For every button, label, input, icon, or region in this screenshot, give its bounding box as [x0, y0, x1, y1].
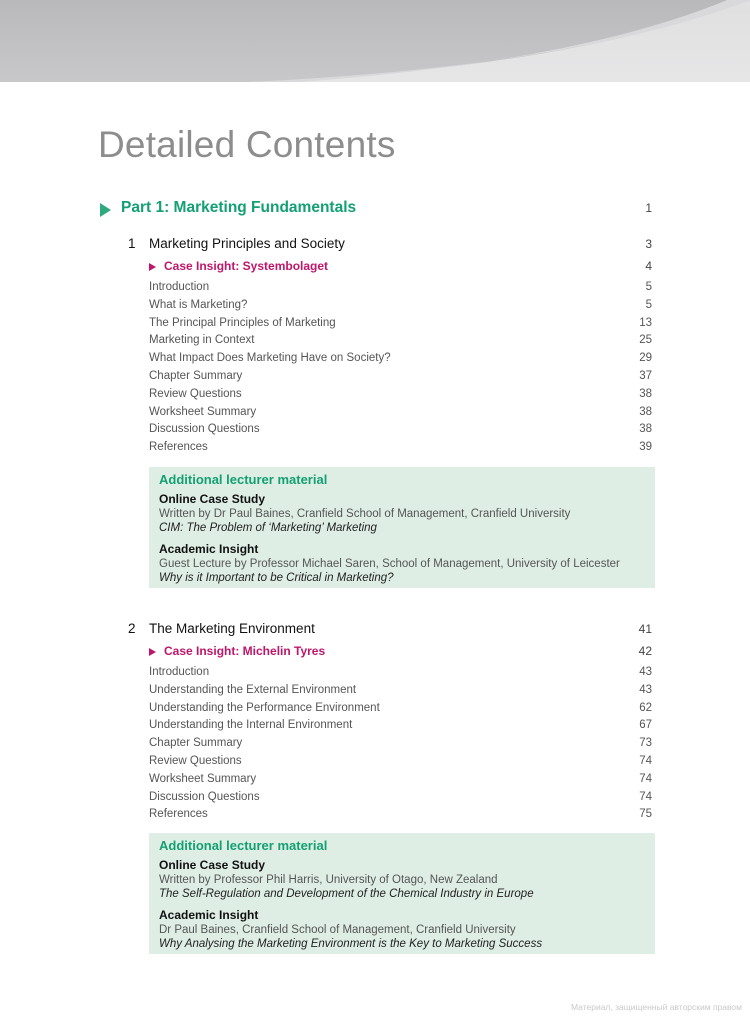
section-title: Introduction [149, 281, 210, 293]
chapter-2 [128, 621, 652, 826]
section-title: Chapter Summary [149, 369, 243, 382]
case-insight-title: Case Insight: Michelin Tyres [164, 644, 326, 658]
chapter-page-number: 41 [638, 622, 652, 636]
section-entry[interactable] [128, 755, 652, 773]
section-entry[interactable] [128, 352, 652, 370]
section-list [128, 666, 652, 826]
section-entry[interactable] [128, 791, 652, 809]
section-entry[interactable] [128, 317, 652, 335]
section-entry[interactable] [128, 370, 652, 388]
material-item-subtitle: The Self-Regulation and Development of the Chemical Industry in Europe [159, 888, 534, 900]
chapter-page-number: 3 [645, 237, 652, 251]
section-page-number: 38 [639, 405, 652, 418]
material-item-author: Dr Paul Baines, Cranfield School of Management, Cranfield University [159, 924, 516, 936]
material-item-subtitle: CIM: The Problem of ‘Marketing’ Marketing [159, 522, 377, 534]
section-page-number: 43 [639, 683, 652, 696]
section-page-number: 39 [639, 441, 652, 454]
section-entry[interactable] [128, 334, 652, 352]
part-heading[interactable] [100, 199, 652, 221]
section-page-number: 38 [639, 423, 652, 436]
section-title: Understanding the External Environment [149, 683, 357, 696]
page-title: Detailed Contents [98, 124, 396, 165]
section-title: Review Questions [149, 387, 242, 400]
chapter-number: 1 [128, 236, 136, 251]
material-heading: Additional lecturer material [159, 838, 328, 853]
section-entry[interactable] [128, 666, 652, 684]
material-item-subtitle: Why Analysing the Marketing Environment is the Key to Marketing Success [159, 938, 543, 950]
section-page-number: 5 [645, 298, 652, 311]
section-list [128, 281, 652, 459]
section-entry[interactable] [128, 719, 652, 737]
material-item-author: Written by Dr Paul Baines, Cranfield School of Management, Cranfield University [159, 508, 571, 520]
material-item-title[interactable]: Online Case Study [159, 492, 266, 506]
section-title: Worksheet Summary [149, 405, 257, 418]
section-entry[interactable] [128, 299, 652, 317]
section-entry[interactable] [128, 702, 652, 720]
header-curve-decoration [0, 0, 750, 82]
material-item-title[interactable]: Academic Insight [159, 542, 259, 556]
material-item-author: Guest Lecture by Professor Michael Saren, School of Management, University of Leicester [159, 558, 620, 570]
section-page-number: 74 [639, 772, 652, 785]
section-title: Review Questions [149, 754, 242, 767]
section-page-number: 67 [639, 719, 652, 732]
section-title: The Principal Principles of Marketing [149, 316, 336, 329]
section-title: Worksheet Summary [149, 772, 257, 785]
section-page-number: 74 [639, 754, 652, 767]
chapter-1 [128, 236, 652, 459]
section-entry[interactable] [128, 406, 652, 424]
section-title: Marketing in Context [149, 334, 255, 347]
section-page-number: 74 [639, 790, 652, 803]
chapter-title: The Marketing Environment [149, 621, 315, 636]
section-entry[interactable] [128, 808, 652, 826]
material-item-subtitle: Why is it Important to be Critical in Marketing? [159, 572, 394, 584]
section-title: References [149, 808, 208, 821]
material-item-author: Written by Professor Phil Harris, University of Otago, New Zealand [159, 874, 498, 886]
material-heading: Additional lecturer material [159, 472, 328, 487]
chapter-number: 2 [128, 621, 136, 636]
part-page-number: 1 [645, 201, 652, 215]
section-title: Discussion Questions [149, 790, 260, 803]
section-entry[interactable] [128, 441, 652, 459]
section-title: What Impact Does Marketing Have on Society? [149, 352, 391, 365]
case-insight-entry[interactable] [128, 643, 652, 663]
part-title: Part 1: Marketing Fundamentals [121, 199, 357, 216]
section-page-number: 37 [639, 369, 652, 382]
section-title: Discussion Questions [149, 423, 260, 436]
section-title: What is Marketing? [149, 298, 248, 311]
section-entry[interactable] [128, 773, 652, 791]
section-page-number: 5 [645, 281, 652, 293]
section-title: References [149, 441, 208, 454]
header-band [0, 0, 750, 82]
section-title: Chapter Summary [149, 737, 243, 750]
section-page-number: 62 [639, 701, 652, 714]
chapter-heading[interactable] [128, 621, 652, 641]
triangle-arrow-icon [149, 648, 156, 656]
section-page-number: 38 [639, 387, 652, 400]
section-page-number: 73 [639, 737, 652, 750]
material-item-title[interactable]: Academic Insight [159, 908, 259, 922]
material-item-title[interactable]: Online Case Study [159, 858, 266, 872]
case-insight-title: Case Insight: Systembolaget [164, 259, 329, 273]
section-title: Understanding the Performance Environment [149, 701, 380, 714]
chapter-title: Marketing Principles and Society [149, 236, 345, 251]
section-title: Introduction [149, 666, 210, 678]
section-entry[interactable] [128, 388, 652, 406]
section-title: Understanding the Internal Environment [149, 719, 353, 732]
copyright-watermark: Материал, защищенный авторским правом [570, 1002, 742, 1012]
section-page-number: 75 [639, 808, 652, 821]
section-entry[interactable] [128, 737, 652, 755]
section-page-number: 13 [639, 316, 652, 329]
section-entry[interactable] [128, 281, 652, 299]
case-insight-page-number: 4 [645, 259, 652, 273]
additional-material-box [149, 467, 655, 588]
section-page-number: 29 [639, 352, 652, 365]
section-page-number: 25 [639, 334, 652, 347]
case-insight-page-number: 42 [638, 644, 652, 658]
section-entry[interactable] [128, 423, 652, 441]
section-entry[interactable] [128, 684, 652, 702]
case-insight-entry[interactable] [128, 258, 652, 278]
section-page-number: 43 [639, 666, 652, 678]
additional-material-box [149, 833, 655, 954]
chapter-heading[interactable] [128, 236, 652, 256]
triangle-arrow-icon [149, 263, 156, 271]
triangle-arrow-icon [100, 203, 111, 217]
